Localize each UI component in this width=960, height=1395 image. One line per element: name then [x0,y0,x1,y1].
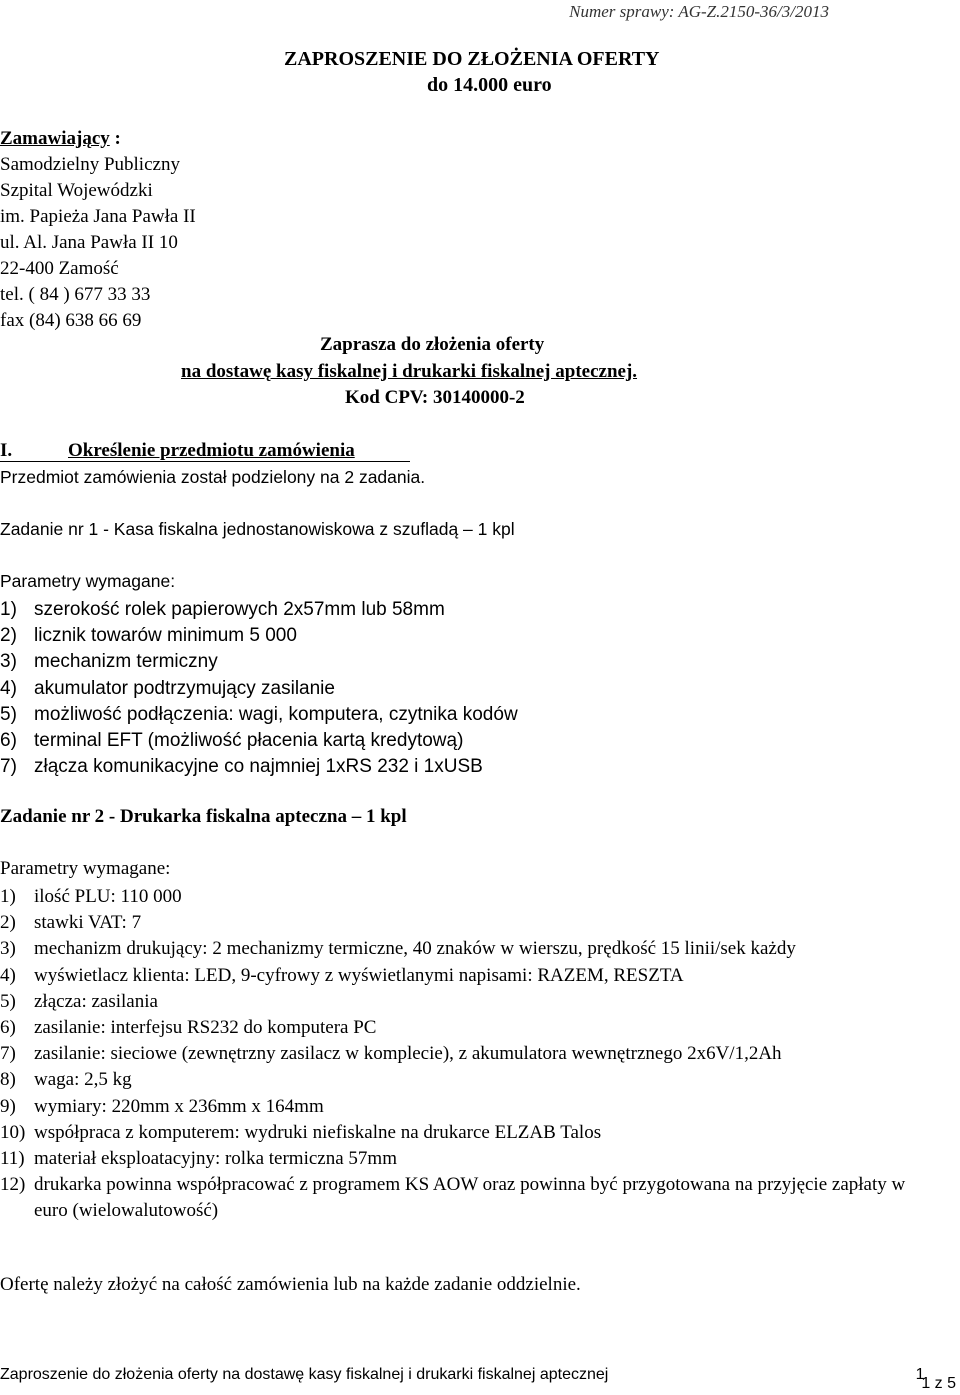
item-number: 8) [0,1069,16,1091]
document-title: ZAPROSZENIE DO ZŁOŻENIA OFERTY [284,48,660,70]
item-number: 7) [0,1043,16,1065]
list-item [0,1120,914,1146]
list-item [0,989,914,1015]
item-text: wymiary: 220mm x 236mm x 164mm [34,1095,324,1117]
buyer-line: Samodzielny Publiczny [0,154,180,175]
item-text: zasilanie: sieciowe (zewnętrzny zasilacz w komplecie), z akumulatora wewnętrznego 2x6V/1,2Ah [34,1043,782,1065]
item-number: 6) [0,1017,16,1039]
section-title: Określenie przedmiotu zamówienia [68,440,355,461]
item-number: 12) [0,1174,26,1196]
item-text: drukarka powinna współpracować z programem KS AOW oraz powinna być przygotowana na przyjęcie zapłaty w euro (wielowalutowość) [34,1174,906,1222]
buyer-block [0,126,196,334]
buyer-line: Szpital Wojewódzki [0,180,153,201]
task1-title: Zadanie nr 1 - Kasa fiskalna jednostanowiskowa z szufladą – 1 kpl [0,519,515,539]
item-text: ilość PLU: 110 000 [34,886,182,907]
list-item [0,676,914,702]
task2-title: Zadanie nr 2 - Drukarka fiskalna apteczna – 1 kpl [0,806,407,827]
item-text: terminal EFT (możliwość płacenia kartą kredytową) [34,730,464,752]
buyer-line: 22-400 Zamość [0,258,119,279]
item-text: mechanizm termiczny [34,651,218,673]
item-number: 3) [0,651,17,673]
list-item [0,728,914,754]
item-text: waga: 2,5 kg [34,1069,132,1091]
task1-params-list [0,597,914,780]
item-number: 1) [0,599,17,620]
item-text: akumulator podtrzymujący zasilanie [34,677,335,699]
cpv-code: Kod CPV: 30140000-2 [345,387,525,408]
item-number: 5) [0,703,17,725]
buyer-label: Zamawiający [0,128,110,149]
item-number: 4) [0,964,16,986]
list-item [0,936,914,962]
buyer-line: ul. Al. Jana Pawła II 10 [0,232,178,253]
task2-params-list [0,884,914,1225]
item-number: 4) [0,677,17,699]
item-number: 2) [0,912,16,934]
buyer-line: fax (84) 638 66 69 [0,310,142,331]
item-number: 2) [0,625,17,647]
section-number: I. [0,440,13,461]
item-text: możliwość podłączenia: wagi, komputera, czytnika kodów [34,703,518,725]
invitation-line1: Zaprasza do złożenia oferty [320,334,545,355]
list-item [0,884,914,910]
item-number: 1) [0,886,16,907]
item-text: licznik towarów minimum 5 000 [34,625,297,647]
item-text: złącza komunikacyjne co najmniej 1xRS 232 i 1xUSB [34,756,483,778]
list-item [0,1146,914,1172]
item-text: współpraca z komputerem: wydruki niefiskalne na drukarce ELZAB Talos [34,1121,602,1143]
page-footer: Zaproszenie do złożenia oferty na dostawę kasy fiskalnej i drukarki fiskalnej aptecznej [0,1366,609,1383]
item-number: 3) [0,938,16,960]
section-heading [0,440,355,462]
item-text: stawki VAT: 7 [34,912,142,934]
item-number: 6) [0,730,17,752]
buyer-line: im. Papieża Jana Pawła II [0,206,196,227]
document-subtitle: do 14.000 euro [427,74,552,96]
list-item [0,623,914,649]
buyer-label-suffix: : [109,128,121,149]
section-intro: Przedmiot zamówienia został podzielony na 2 zadania. [0,467,426,487]
list-item [0,702,914,728]
task2-params-label: Parametry wymagane: [0,858,171,879]
page-count: 1 z 5 [921,1375,956,1392]
closing-note: Ofertę należy złożyć na całość zamówienia lub na każde zadanie oddzielnie. [0,1274,581,1295]
list-item [0,597,914,623]
list-item [0,1067,914,1093]
list-item [0,649,914,675]
item-number: 5) [0,990,16,1012]
case-number: Numer sprawy: AG-Z.2150-36/3/2013 [569,2,829,21]
section-underline [0,461,410,462]
buyer-line: tel. ( 84 ) 677 33 33 [0,284,151,305]
page-current: 1 [915,1366,924,1383]
item-number: 7) [0,756,17,778]
item-text: mechanizm drukujący: 2 mechanizmy termiczne, 40 znaków w wierszu, prędkość 15 linii/sek każdy [34,938,796,960]
task1-params-label: Parametry wymagane: [0,571,176,591]
item-number: 10) [0,1121,26,1143]
item-text: materiał eksploatacyjny: rolka termiczna 57mm [34,1148,397,1170]
list-item [0,1015,914,1041]
list-item [0,1094,914,1120]
invitation-line2: na dostawę kasy fiskalnej i drukarki fiskalnej aptecznej. [181,361,638,382]
list-item [0,1172,914,1224]
item-text: zasilanie: interfejsu RS232 do komputera PC [34,1017,377,1039]
item-number: 9) [0,1095,16,1117]
item-text: złącza: zasilania [34,990,158,1012]
list-item [0,1041,914,1067]
page-number [914,1366,956,1393]
item-number: 11) [0,1148,25,1170]
list-item [0,910,914,936]
list-item [0,963,914,989]
buyer-label-row [0,126,196,152]
item-text: wyświetlacz klienta: LED, 9-cyfrowy z wyświetlanymi napisami: RAZEM, RESZTA [34,964,684,986]
list-item [0,754,914,780]
item-text: szerokość rolek papierowych 2x57mm lub 58mm [34,599,445,620]
